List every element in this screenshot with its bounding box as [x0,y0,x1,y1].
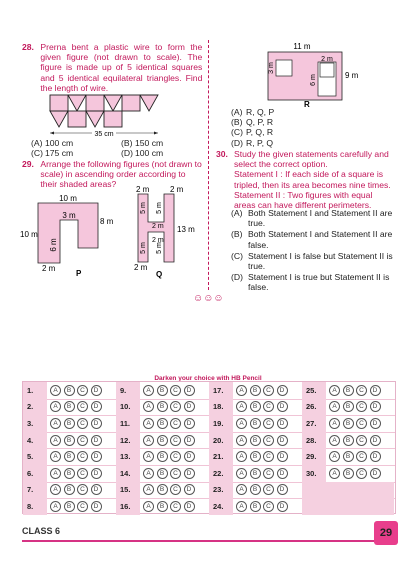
dim-label: 5 m [140,202,147,214]
answer-number: 4. [23,432,47,449]
answer-bubble-d[interactable]: D [184,401,195,412]
figure-label: R [304,100,310,108]
answer-bubble-b[interactable]: B [250,418,261,429]
answer-row [209,448,302,465]
option-key: (A) [231,208,243,218]
answer-bubble-a[interactable]: A [329,435,340,446]
answer-bubble-d[interactable]: D [277,435,288,446]
answer-row [209,482,302,499]
dim-label: 3 m [62,211,76,220]
answer-row [23,448,116,465]
answer-bubble-a[interactable]: A [236,385,247,396]
answer-bubble-c[interactable]: C [263,385,274,396]
answer-bubble-a[interactable]: A [143,501,154,512]
answer-bubble-b[interactable]: B [250,435,261,446]
answer-bubble-a[interactable]: A [329,385,340,396]
answer-bubble-a[interactable]: A [236,451,247,462]
answer-bubble-c[interactable]: C [170,501,181,512]
dim-label: 9 m [345,71,358,80]
answer-bubble-d[interactable]: D [184,501,195,512]
option-key: (D) [231,272,243,283]
dim-label: 2 m [152,223,164,230]
answer-bubble-a[interactable]: A [236,418,247,429]
answer-bubble-a[interactable]: A [143,418,154,429]
answer-number: 25. [302,382,326,399]
answer-row [116,382,209,399]
figure-p [20,193,130,278]
answer-bubble-a[interactable]: A [50,451,61,462]
answer-bubble-b[interactable]: B [343,385,354,396]
option-key: (A) [31,138,43,148]
empty-slot [302,482,394,499]
answer-row [23,399,116,416]
answer-row [23,465,116,482]
option-key: (D) [231,137,243,148]
answer-bubble-d[interactable]: D [277,501,288,512]
option-text: 150 cm [135,138,164,148]
option-key: (B) [231,117,243,128]
answer-bubble-c[interactable]: C [356,385,367,396]
answer-bubble-a[interactable]: A [143,468,154,479]
answer-row [302,448,395,465]
answer-bubble-c[interactable]: C [77,435,88,446]
q29-options [231,107,351,148]
answer-row [116,465,209,482]
option-text: 100 cm [45,138,74,148]
answer-bubble-b[interactable]: B [64,451,75,462]
answer-bubble-b[interactable]: B [343,468,354,479]
answer-row [23,415,116,432]
answer-bubble-b[interactable]: B [157,401,168,412]
answer-bubble-b[interactable]: B [64,435,75,446]
answer-bubble-b[interactable]: B [64,468,75,479]
option-text: R, P, Q [246,137,274,148]
answer-row [209,415,302,432]
answer-bubble-a[interactable]: A [329,401,340,412]
answer-bubble-b[interactable]: B [250,468,261,479]
answer-row [23,482,116,499]
answer-number: 16. [116,498,140,515]
option-text: 175 cm [45,148,74,159]
answer-bubble-c[interactable]: C [356,435,367,446]
column-divider [208,40,209,290]
statement-1: Statement I : If each side of a square is tripled, then its area becomes nine times. [234,169,391,190]
answer-row [209,432,302,449]
dim-label: 8 m [100,217,114,226]
answer-number: 1. [23,382,47,399]
answer-row [116,432,209,449]
answer-bubble-d[interactable]: D [370,451,381,462]
answer-bubble-d[interactable]: D [91,501,102,512]
wire-figure [40,93,180,137]
answer-bubble-b[interactable]: B [250,484,261,495]
answer-row [302,399,395,416]
question-text: Prerna bent a plastic wire to form the given figure (not drawn to scale). The figure is made up of 5 identical squares and 5 identical equilateral triangles. Find the length of wire. [40,42,203,93]
answer-bubble-c[interactable]: C [170,418,181,429]
answer-bubble-d[interactable]: D [370,418,381,429]
answer-bubble-a[interactable]: A [236,484,247,495]
dim-label: 10 m [59,194,77,203]
answer-bubble-a[interactable]: A [143,435,154,446]
option-text: Statement I is true but Statement II is false. [248,272,390,293]
answer-row [209,498,302,515]
answer-bubble-d[interactable]: D [91,451,102,462]
answer-bubble-a[interactable]: A [50,484,61,495]
answer-number: 18. [209,399,233,416]
answer-number: 30. [302,465,326,482]
figure-r [258,40,358,108]
answer-sheet-title: Darken your choice with HB Pencil [154,375,262,382]
answer-bubble-b[interactable]: B [250,501,261,512]
dim-label: 5 m [156,242,163,254]
answer-bubble-a[interactable]: A [143,401,154,412]
answer-bubble-a[interactable]: A [143,385,154,396]
answer-number: 13. [116,448,140,465]
question-stem: Study the given statements carefully and select the correct option. [234,149,389,170]
answer-bubble-b[interactable]: B [343,451,354,462]
answer-bubble-d[interactable]: D [91,385,102,396]
answer-bubble-c[interactable]: C [263,451,274,462]
answer-number: 6. [23,465,47,482]
figure-label: P [76,269,82,278]
answer-bubble-c[interactable]: C [356,418,367,429]
answer-bubble-a[interactable]: A [236,468,247,479]
question-text: Arrange the following figures (not drawn to scale) in ascending order according to their shaded areas? [40,159,202,190]
answer-bubble-c[interactable]: C [170,484,181,495]
answer-number: 29. [302,448,326,465]
answer-row [116,498,209,515]
answer-number: 19. [209,415,233,432]
answer-number: 26. [302,399,326,416]
question-text [234,149,396,210]
option-key: (D) [121,148,133,159]
answer-bubble-d[interactable]: D [277,484,288,495]
answer-bubble-d[interactable]: D [184,435,195,446]
option-text: P, Q, R [246,127,274,138]
answer-row [209,399,302,416]
option-key: (B) [121,138,133,148]
answer-row [209,465,302,482]
answer-bubble-c[interactable]: C [77,468,88,479]
answer-bubble-c[interactable]: C [356,451,367,462]
answer-number: 12. [116,432,140,449]
answer-number: 7. [23,482,47,499]
answer-bubble-b[interactable]: B [250,451,261,462]
answer-bubble-a[interactable]: A [50,468,61,479]
statement-2: Statement II : Two figures with equal areas can have different perimeters. [234,189,373,211]
answer-bubble-d[interactable]: D [91,401,102,412]
answer-number: 17. [209,382,233,399]
option-key: (C) [231,127,243,138]
footer-rule [22,540,374,542]
question-30 [216,149,396,211]
answer-bubble-d[interactable]: D [370,401,381,412]
answer-bubble-b[interactable]: B [64,385,75,396]
option-text: Statement I is false but Statement II is true. [248,250,393,272]
answer-row [302,432,395,449]
dim-label: 5 m [140,242,147,254]
answer-bubble-c[interactable]: C [77,418,88,429]
dim-label: 6 m [49,238,58,252]
answer-number: 14. [116,465,140,482]
answer-row [209,382,302,399]
figure-label: Q [156,270,163,279]
answer-bubble-c[interactable]: C [77,385,88,396]
answer-bubble-d[interactable]: D [277,401,288,412]
question-number: 29. [22,159,34,169]
answer-bubble-d[interactable]: D [184,484,195,495]
answer-bubble-d[interactable]: D [370,468,381,479]
dim-label: 6 m [310,74,317,86]
dim-label: 2 m [152,237,164,244]
option-text: Both Statement I and Statement II are false. [248,229,393,250]
answer-bubble-b[interactable]: B [250,385,261,396]
answer-bubble-c[interactable]: C [170,385,181,396]
answer-bubble-b[interactable]: B [157,484,168,495]
answer-row [302,415,395,432]
answer-bubble-a[interactable]: A [50,501,61,512]
answer-bubble-a[interactable]: A [50,435,61,446]
answer-bubble-c[interactable]: C [170,435,181,446]
answer-bubble-d[interactable]: D [277,468,288,479]
answer-number: 10. [116,399,140,416]
answer-row [302,465,395,482]
answer-sheet [22,381,396,514]
empty-slot [302,498,394,515]
option-text: R, Q, P [246,107,275,117]
answer-bubble-c[interactable]: C [77,501,88,512]
answer-number: 11. [116,415,140,432]
answer-bubble-b[interactable]: B [64,501,75,512]
answer-bubble-b[interactable]: B [64,484,75,495]
answer-bubble-b[interactable]: B [157,468,168,479]
dimension-label: 35 cm [94,131,114,137]
answer-bubble-d[interactable]: D [370,385,381,396]
answer-bubble-d[interactable]: D [91,435,102,446]
answer-number: 21. [209,448,233,465]
answer-bubble-c[interactable]: C [263,484,274,495]
answer-bubble-c[interactable]: C [263,468,274,479]
answer-bubble-b[interactable]: B [64,401,75,412]
answer-bubble-b[interactable]: B [157,435,168,446]
answer-bubble-b[interactable]: B [157,501,168,512]
answer-bubble-c[interactable]: C [356,401,367,412]
answer-bubble-c[interactable]: C [77,401,88,412]
option-key: (B) [231,229,243,240]
answer-bubble-c[interactable]: C [263,435,274,446]
answer-number: 8. [23,498,47,515]
dim-label: 13 m [177,225,195,234]
answer-bubble-a[interactable]: A [50,401,61,412]
answer-bubble-d[interactable]: D [184,418,195,429]
answer-bubble-a[interactable]: A [50,418,61,429]
answer-row [116,415,209,432]
answer-row [23,498,116,515]
answer-bubble-a[interactable]: A [143,451,154,462]
dim-label: 11 m [293,42,311,51]
option-key: (C) [231,250,243,261]
answer-bubble-d[interactable]: D [277,451,288,462]
answer-number: 15. [116,482,140,499]
answer-row [23,382,116,399]
answer-bubble-c[interactable]: C [170,451,181,462]
answer-bubble-a[interactable]: A [143,484,154,495]
answer-row [23,432,116,449]
question-number: 28. [22,42,34,52]
answer-bubble-c[interactable]: C [263,418,274,429]
answer-number: 2. [23,399,47,416]
dim-label: 10 m [20,230,38,239]
dim-label: 2 m [42,264,56,273]
answer-bubble-b[interactable]: B [157,451,168,462]
answer-bubble-d[interactable]: D [277,418,288,429]
answer-bubble-b[interactable]: B [343,435,354,446]
page-number: 29 [374,521,398,545]
answer-number: 28. [302,432,326,449]
dim-label: 2 m [136,185,150,194]
q28-options [31,138,201,158]
answer-bubble-c[interactable]: C [170,401,181,412]
answer-number: 9. [116,382,140,399]
option-key: (C) [31,148,43,159]
answer-bubble-c[interactable]: C [356,468,367,479]
answer-number: 3. [23,415,47,432]
option-text: Both Statement I and Statement II are true. [248,208,393,229]
answer-row [116,399,209,416]
q30-options [231,208,396,293]
answer-bubble-a[interactable]: A [236,501,247,512]
answer-bubble-d[interactable]: D [277,385,288,396]
option-text: 100 cm [135,148,164,159]
answer-bubble-a[interactable]: A [329,468,340,479]
answer-number: 20. [209,432,233,449]
answer-bubble-d[interactable]: D [370,435,381,446]
answer-bubble-c[interactable]: C [77,484,88,495]
answer-bubble-d[interactable]: D [91,468,102,479]
answer-bubble-a[interactable]: A [50,385,61,396]
dim-label: 2 m [134,263,148,272]
answer-bubble-c[interactable]: C [170,468,181,479]
answer-bubble-b[interactable]: B [343,401,354,412]
figure-q [128,184,208,279]
answer-bubble-d[interactable]: D [184,451,195,462]
answer-bubble-d[interactable]: D [91,484,102,495]
answer-number: 22. [209,465,233,482]
answer-bubble-a[interactable]: A [329,451,340,462]
answer-bubble-a[interactable]: A [236,435,247,446]
dim-label: 2 m [321,56,333,63]
dim-label: 2 m [170,185,184,194]
answer-row [302,382,395,399]
answer-bubble-c[interactable]: C [77,451,88,462]
answer-bubble-b[interactable]: B [157,418,168,429]
question-number: 30. [216,149,228,159]
answer-number: 24. [209,498,233,515]
answer-number: 27. [302,415,326,432]
smiley-icons: ☺☺☺ [193,293,224,304]
answer-bubble-b[interactable]: B [343,418,354,429]
answer-bubble-d[interactable]: D [184,385,195,396]
dim-label: 5 m [156,202,163,214]
question-28 [22,42,204,93]
answer-row [116,482,209,499]
answer-bubble-d[interactable]: D [184,468,195,479]
answer-bubble-a[interactable]: A [329,418,340,429]
answer-bubble-d[interactable]: D [91,418,102,429]
answer-bubble-c[interactable]: C [263,501,274,512]
option-key: (A) [231,107,243,117]
option-text: Q, P, R [246,117,274,128]
answer-bubble-b[interactable]: B [64,418,75,429]
dim-label: 3 m [268,62,275,74]
answer-bubble-a[interactable]: A [236,401,247,412]
class-label: CLASS 6 [22,526,61,536]
answer-row [116,448,209,465]
answer-bubble-b[interactable]: B [250,401,261,412]
answer-bubble-b[interactable]: B [157,385,168,396]
answer-number: 5. [23,448,47,465]
answer-number: 23. [209,482,233,499]
answer-bubble-c[interactable]: C [263,401,274,412]
